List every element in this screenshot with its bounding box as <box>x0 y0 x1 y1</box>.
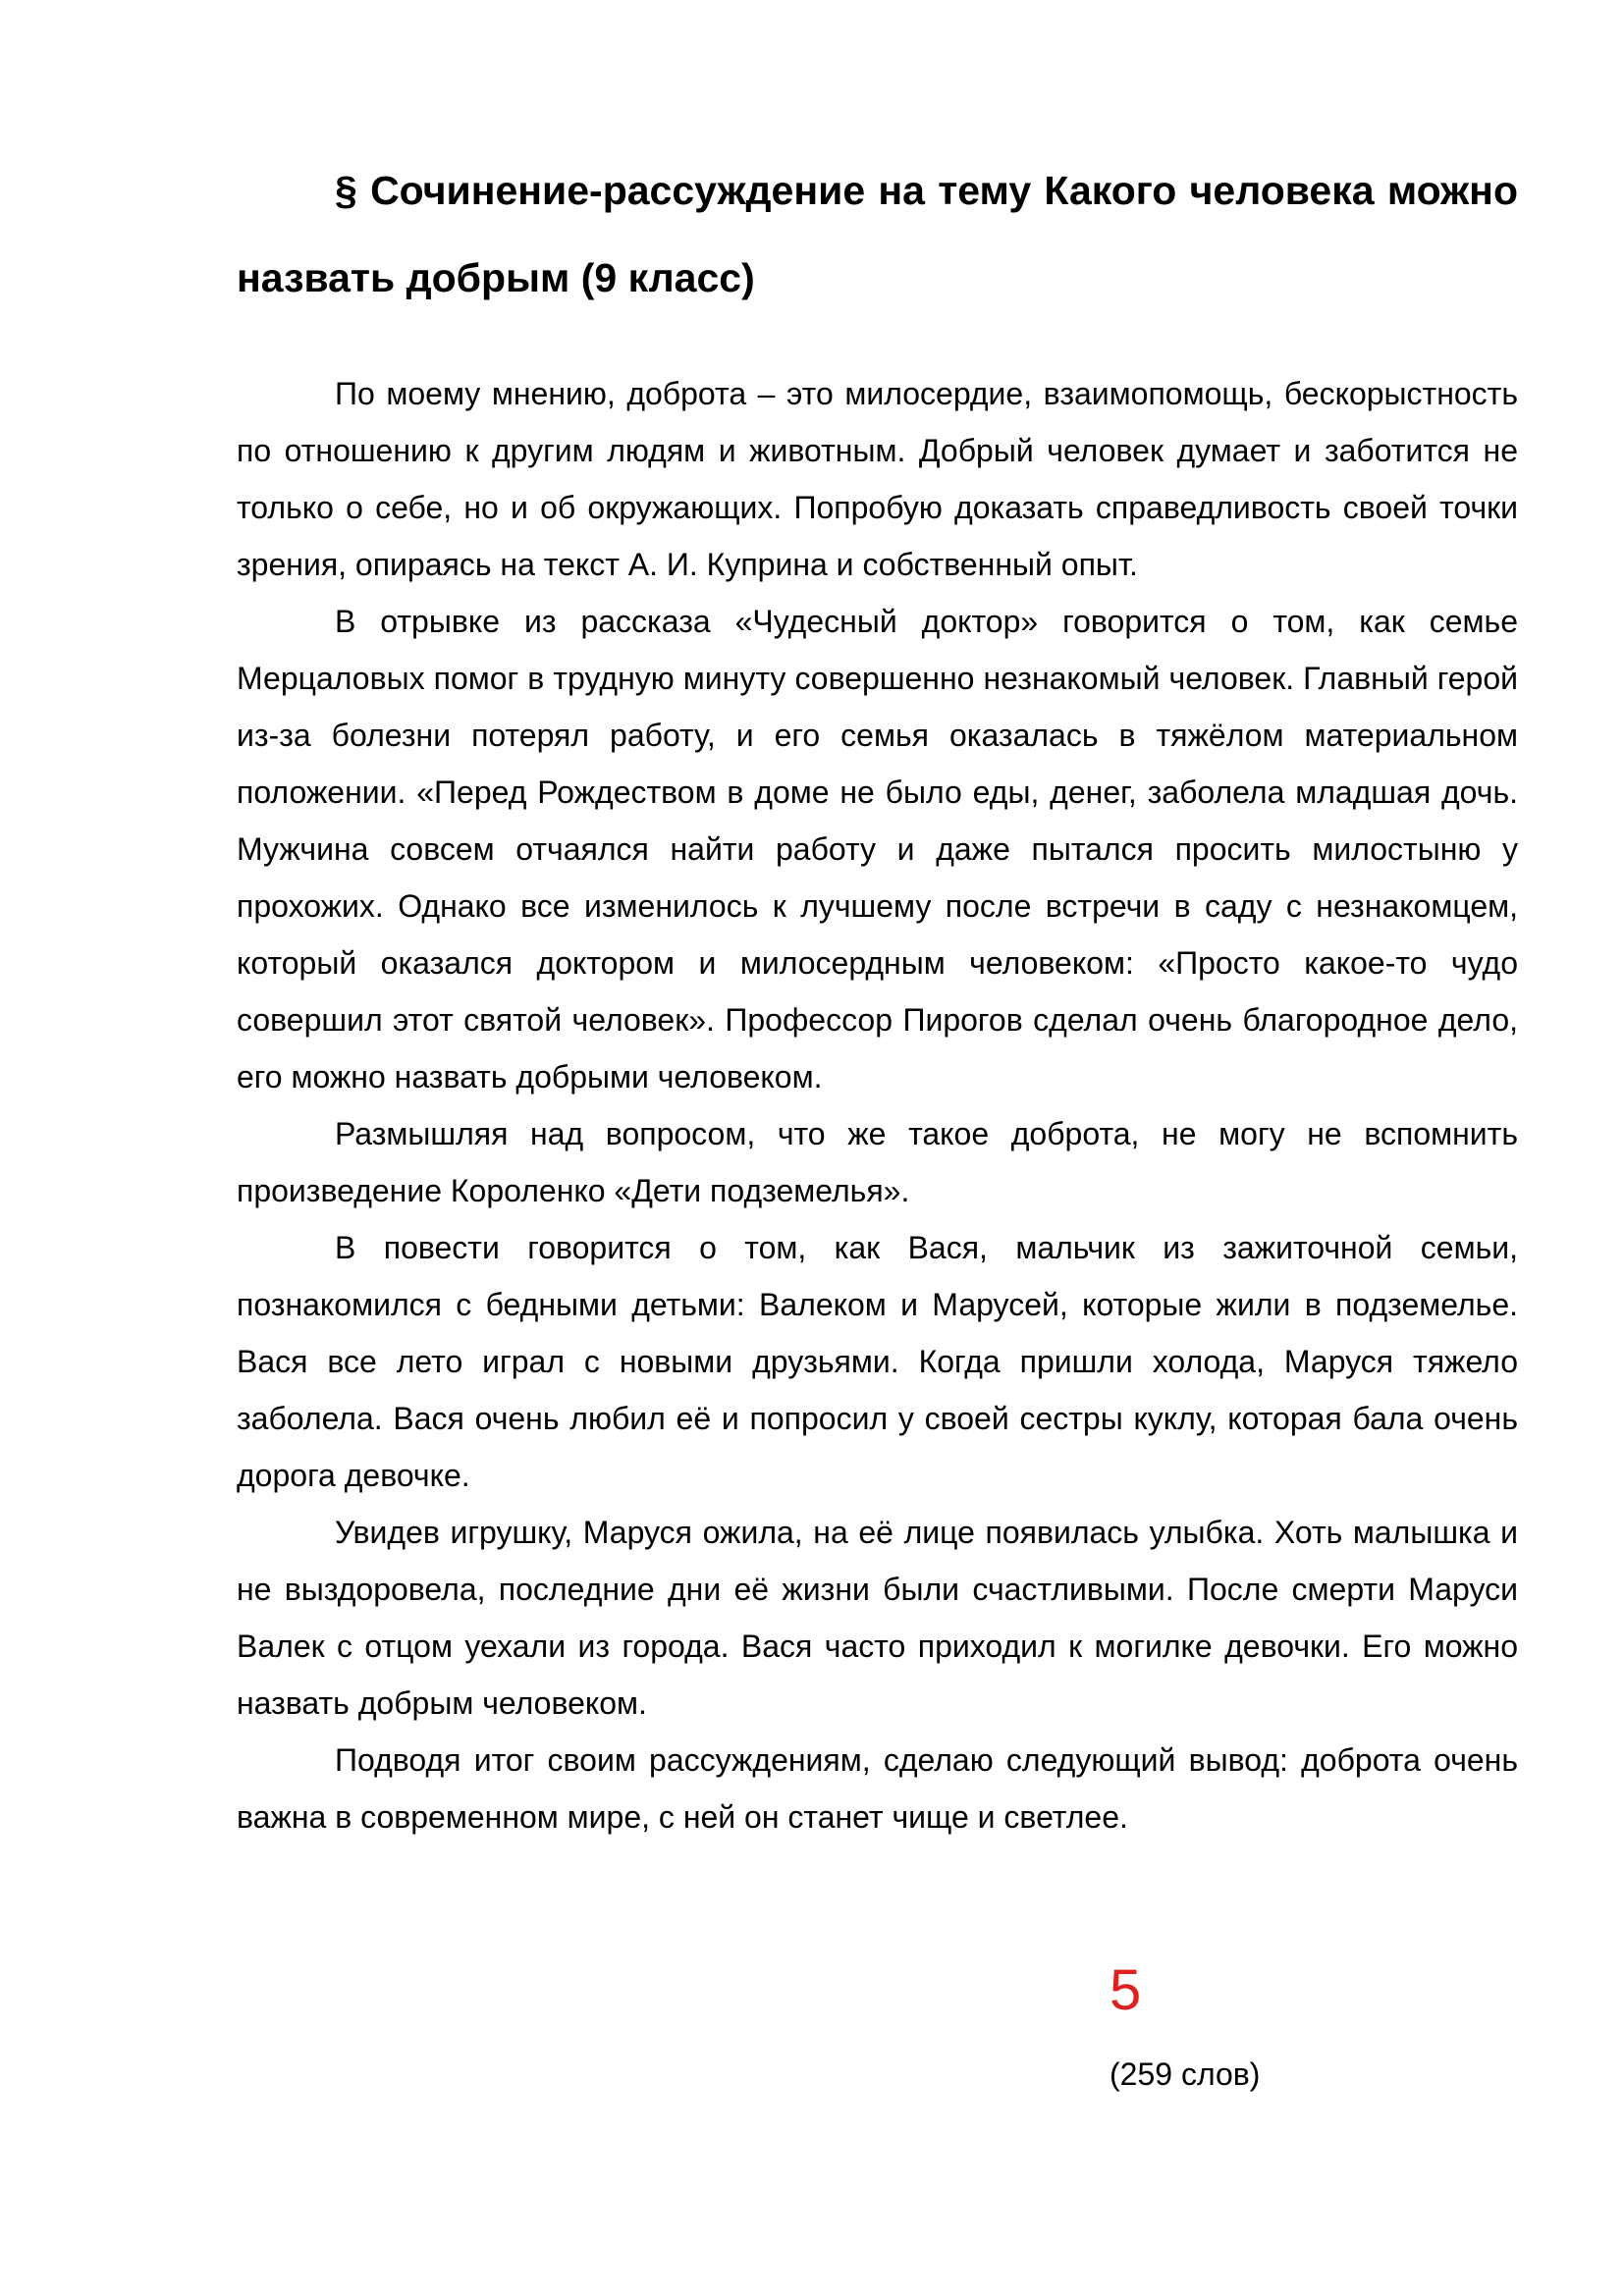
paragraph-6: Подводя итог своим рассуждениям, сделаю следующий вывод: доброта очень важна в современном мире, с ней он станет чище и светлее. <box>237 1742 1518 1835</box>
paragraph-1: По моему мнению, доброта – это милосердие, взаимопомощь, бескорыстность по отношению к другим людям и животным. Добрый человек думает и заботится не только о себе, но и об окружающих. Попробую доказать справедливость своей точки зрения, опираясь на текст А. И. Куприна и собственный опыт. <box>237 376 1518 582</box>
paragraph-2: В отрывке из рассказа «Чудесный доктор» говорится о том, как семье Мерцаловых помог в трудную минуту совершенно незнакомый человек. Главный герой из-за болезни потерял работу, и его семья оказалась в тяжёлом материальном положении. «Перед Рождеством в доме не было еды, денег, заболела младшая дочь. Мужчина совсем отчаялся найти работу и даже пытался просить милостыню у прохожих. Однако все изменилось к лучшему после встречи в саду с незнакомцем, который оказался доктором и милосердным человеком: «Просто какое-то чудо совершил этот святой человек». Профессор Пирогов сделал очень благородное дело, его можно назвать добрыми человеком. <box>237 604 1518 1095</box>
paragraph-5: Увидев игрушку, Маруся ожила, на её лице появилась улыбка. Хоть малышка и не выздоровела, последние дни её жизни были счастливыми. После смерти Маруси Валек с отцом уехали из города. Вася часто приходил к могилке девочки. Его можно назвать добрым человеком. <box>237 1515 1518 1721</box>
essay-page <box>237 147 1518 1845</box>
essay-title: § Сочинение-рассуждение на тему Какого человека можно назвать добрым (9 класс) <box>237 168 1518 300</box>
word-count: (259 слов) <box>1110 2056 1261 2092</box>
paragraph-3: Размышляя над вопросом, что же такое доброта, не могу не вспомнить произведение Короленко «Дети подземелья». <box>237 1116 1518 1208</box>
paragraph-4: В повести говорится о том, как Вася, мальчик из зажиточной семьи, познакомился с бедными детьми: Валеком и Марусей, которые жили в подземелье. Вася все лето играл с новыми друзьями. Когда пришли холода, Маруся тяжело заболела. Вася очень любил её и попросил у своей сестры куклу, которая бала очень дорога девочке. <box>237 1230 1518 1493</box>
grade-mark: 5 <box>1110 1958 1142 2022</box>
